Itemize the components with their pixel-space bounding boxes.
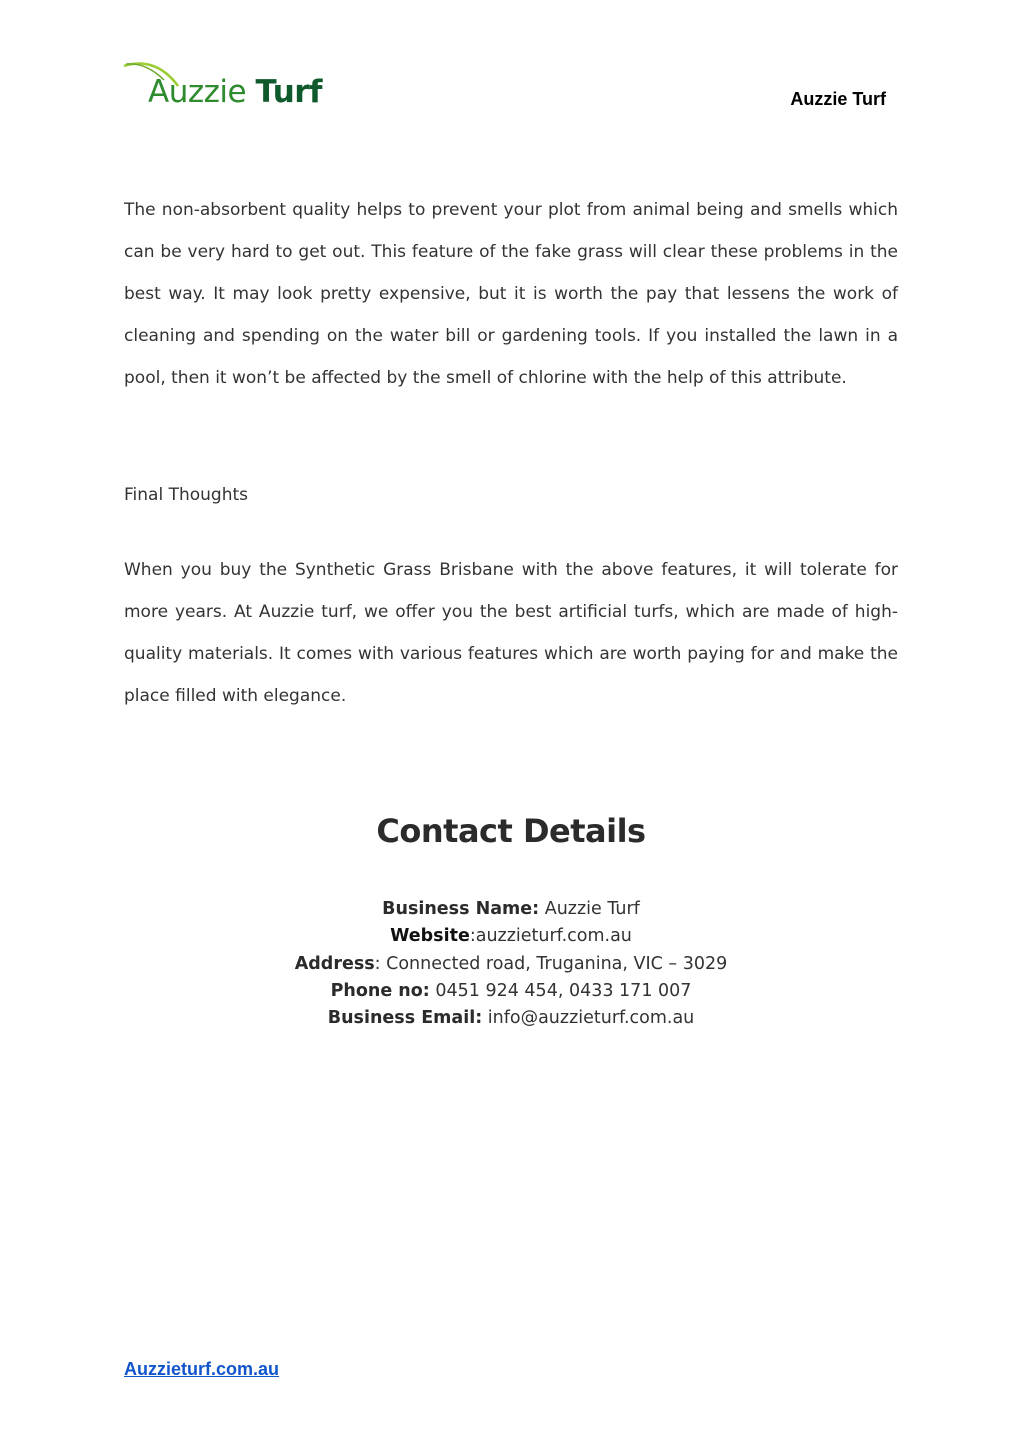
business-name-label: Business Name: xyxy=(382,899,540,919)
page-header xyxy=(0,0,1024,150)
contact-address xyxy=(0,951,1022,978)
contact-details-block xyxy=(0,896,1022,1032)
footer-website-link[interactable]: Auzzieturf.com.au xyxy=(124,1359,280,1379)
contact-email xyxy=(0,1005,1022,1032)
contact-business-name xyxy=(0,896,1022,923)
phone-value: 0451 924 454, 0433 171 007 xyxy=(429,980,692,1001)
auzzie-turf-logo xyxy=(122,60,332,118)
logo-word-turf: Turf xyxy=(255,74,323,110)
body-paragraph-1: The non-absorbent quality helps to prevent your plot from animal being and smells which can be very hard to get out. This feature of the fake grass will clear these problems in the best way. It may look pretty expensive, but it is worth the pay that lessens the work of cleaning and spending on the water bill or gardening tools. If you installed the lawn in a pool, then it won’t be affected by the smell of chlorine with the help of this attribute. xyxy=(124,200,898,388)
contact-details-title: Contact Details xyxy=(376,812,646,850)
section-heading-final-thoughts: Final Thoughts xyxy=(124,485,249,505)
email-value: info@auzzieturf.com.au xyxy=(482,1008,695,1029)
website-value: :auzzieturf.com.au xyxy=(469,926,632,947)
phone-label: Phone no: xyxy=(330,980,430,1001)
contact-phone xyxy=(0,978,1022,1005)
contact-website xyxy=(0,923,1022,950)
header-title: Auzzie Turf xyxy=(790,89,886,109)
business-name-value: Auzzie Turf xyxy=(539,899,640,919)
website-label: Website xyxy=(390,926,470,947)
address-label: Address xyxy=(294,953,375,974)
email-label: Business Email: xyxy=(327,1008,483,1029)
address-value: : Connected road, Truganina, VIC – 3029 xyxy=(374,953,728,974)
logo-wordmark xyxy=(148,72,322,112)
body-paragraph-2: When you buy the Synthetic Grass Brisbane with the above features, it will tolerate for more years. At Auzzie turf, we offer you the best artificial turfs, which are made of high-quality materials. It comes with various features which are worth paying for and make the place filled with elegance. xyxy=(124,560,898,706)
logo-word-auzzie: Auzzie xyxy=(148,74,247,110)
